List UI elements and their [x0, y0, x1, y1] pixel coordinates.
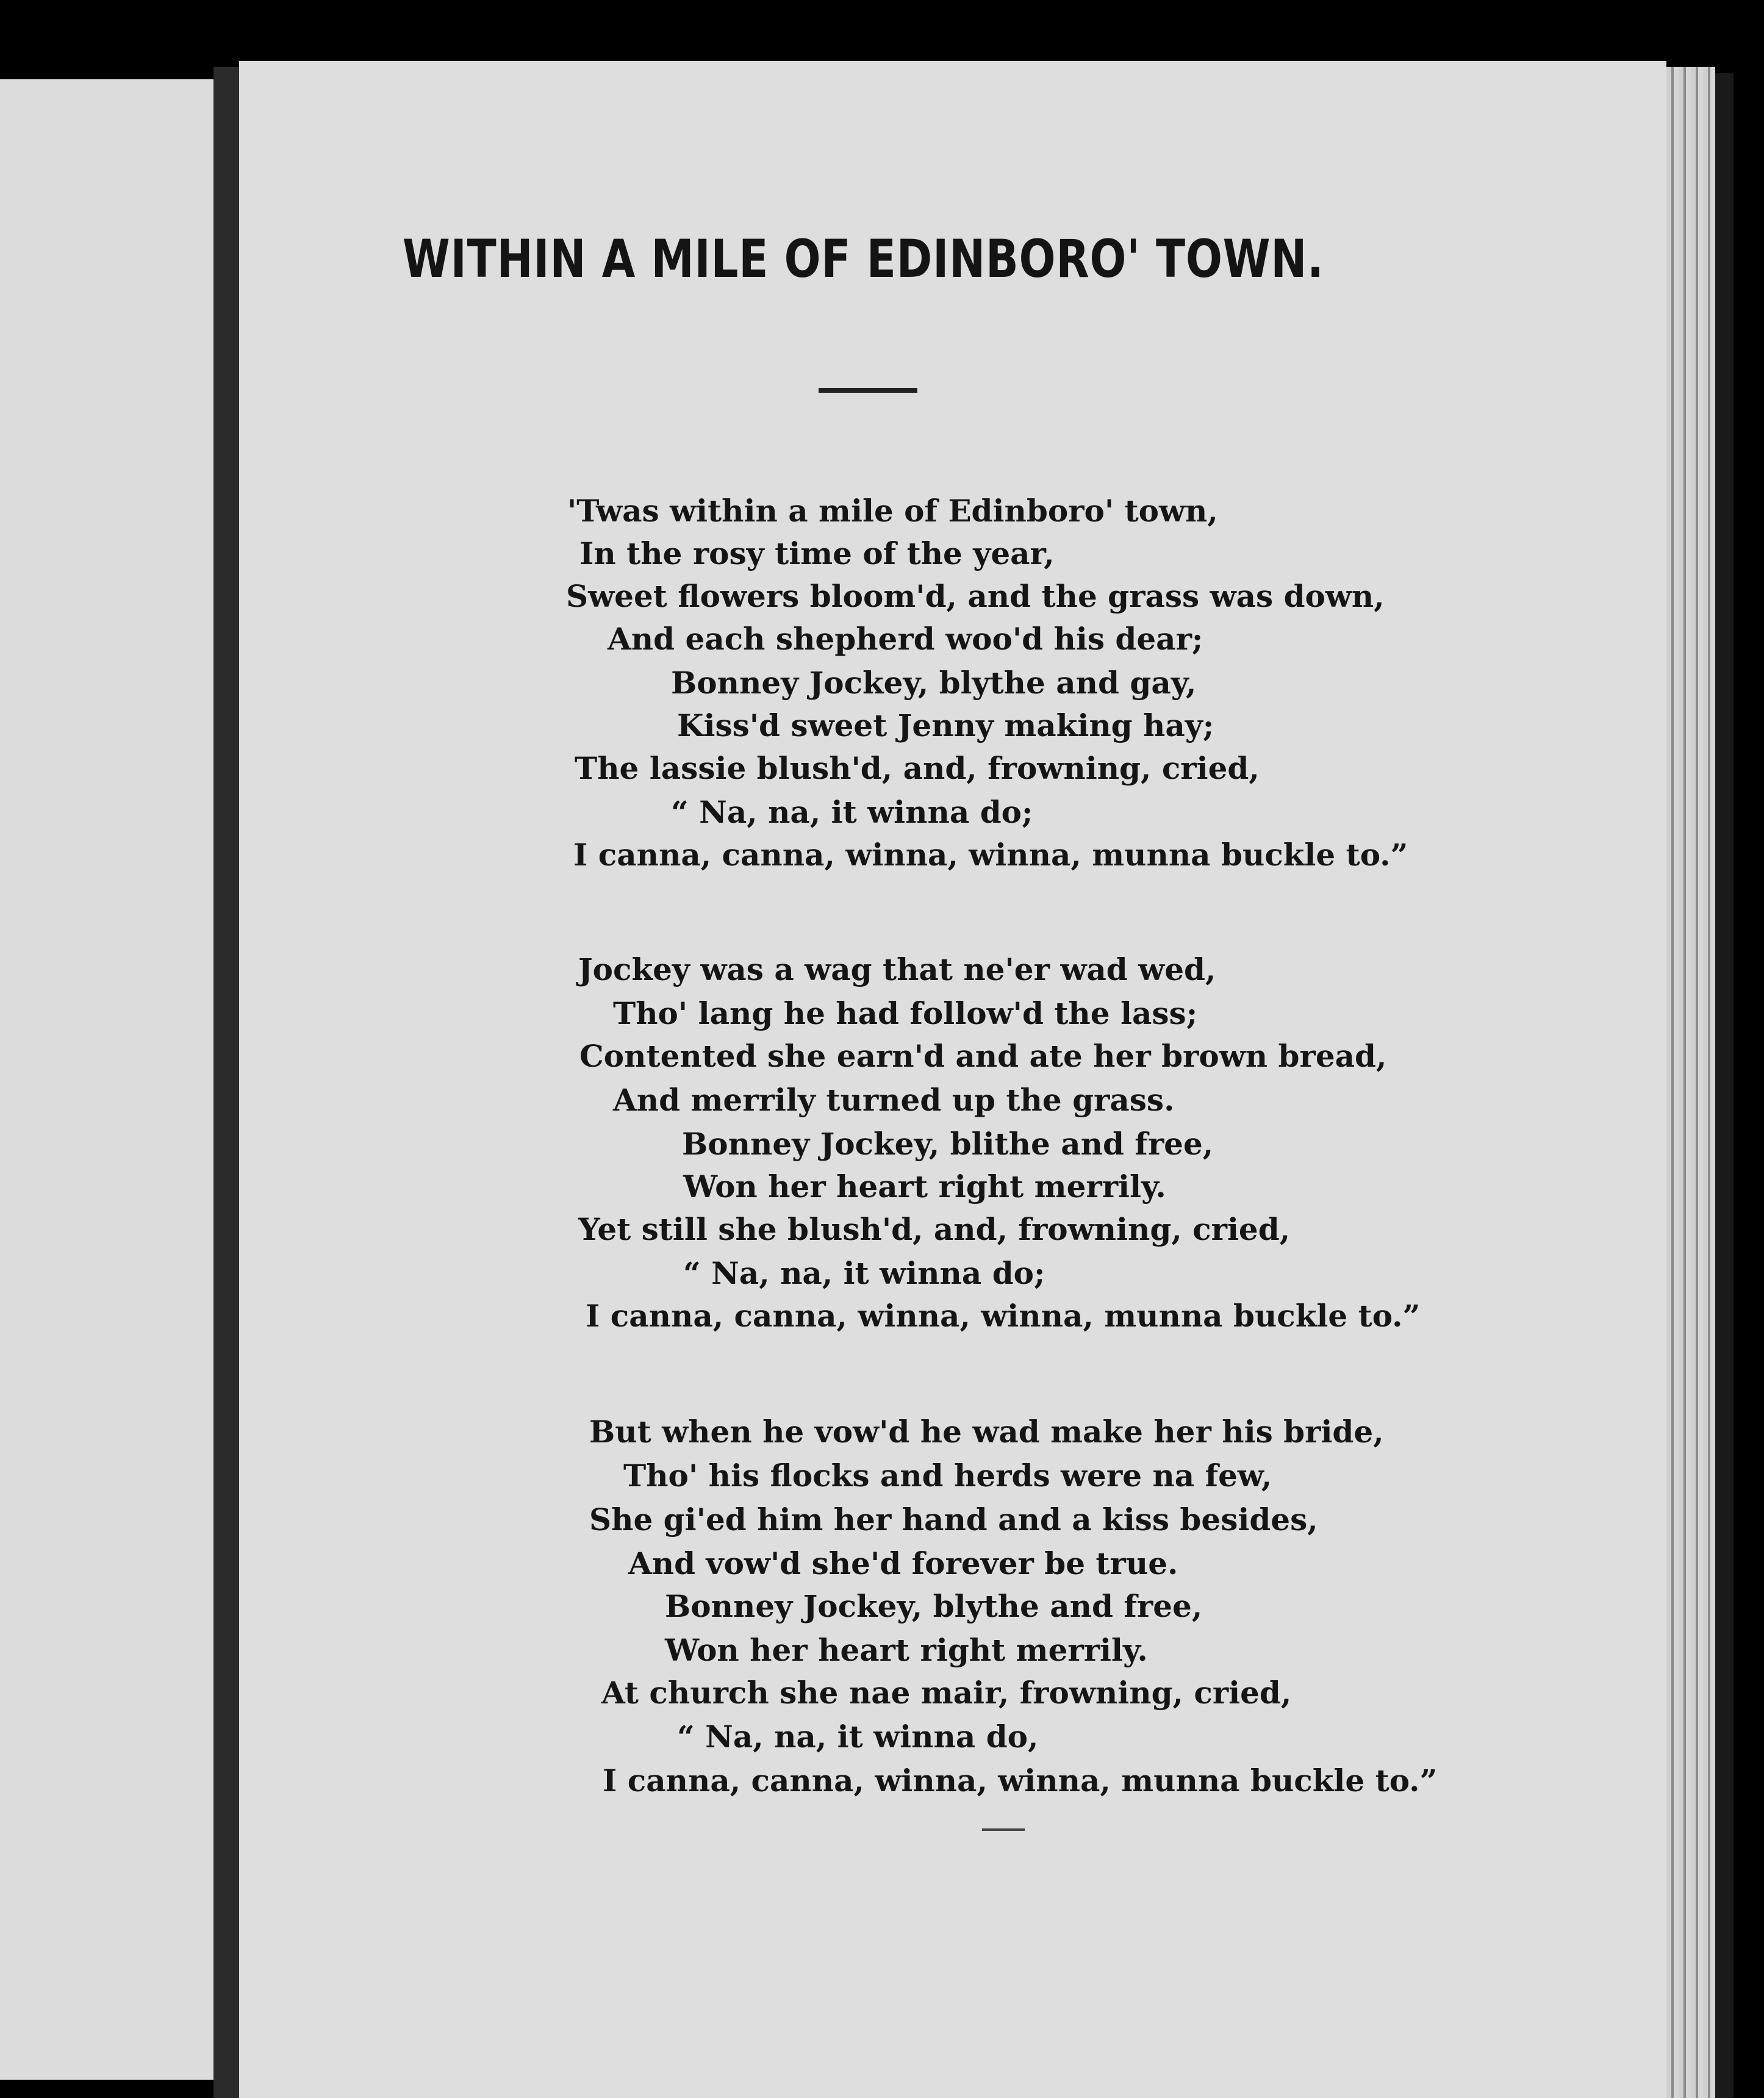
verse-line: Won her heart right merrily. — [665, 1632, 1148, 1668]
verse-line: The lassie blush'd, and, frowning, cried, — [575, 750, 1260, 786]
verse-line: And merrily turned up the grass. — [613, 1082, 1175, 1118]
verse-line: “ Na, na, it winna do; — [671, 794, 1033, 830]
song-title: WITHIN A MILE OF EDINBORO' TOWN. — [403, 229, 1324, 290]
book-spine — [213, 67, 239, 2098]
verse-line: I canna, canna, winna, winna, munna buckle to.” — [603, 1763, 1438, 1799]
verse-line: Jockey was a wag that ne'er wad wed, — [578, 951, 1216, 987]
verse-line: And each shepherd woo'd his dear; — [608, 621, 1203, 657]
verse-line: Yet still she blush'd, and, frowning, cried, — [578, 1211, 1291, 1247]
page-edge-shadow — [1715, 73, 1734, 2098]
verse-line: Tho' his flocks and herds were na few, — [623, 1458, 1272, 1494]
verse-line: I canna, canna, winna, winna, munna buckle to.” — [586, 1298, 1421, 1334]
left-facing-page — [0, 79, 213, 2080]
verse-line: She gi'ed him her hand and a kiss besides, — [589, 1502, 1318, 1538]
verse-line: Kiss'd sweet Jenny making hay; — [677, 707, 1214, 743]
verse-line: At church she nae mair, frowning, cried, — [601, 1675, 1292, 1711]
page-edges — [1666, 67, 1715, 2098]
verse-line: Bonney Jockey, blythe and free, — [665, 1588, 1203, 1624]
verse-line: Contented she earn'd and ate her brown bread, — [579, 1038, 1387, 1074]
verse-line: Sweet flowers bloom'd, and the grass was down, — [566, 578, 1385, 614]
verse-line: And vow'd she'd forever be true. — [628, 1545, 1178, 1581]
verse-line: Tho' lang he had follow'd the lass; — [613, 995, 1198, 1031]
verse-line: “ Na, na, it winna do; — [683, 1255, 1045, 1291]
bottom-rule — [982, 1828, 1025, 1831]
verse-line: 'Twas within a mile of Edinboro' town, — [567, 493, 1218, 529]
verse-line: Bonney Jockey, blythe and gay, — [671, 665, 1197, 701]
verse-line: Won her heart right merrily. — [683, 1169, 1166, 1205]
verse-line: “ Na, na, it winna do, — [677, 1719, 1039, 1755]
verse-line: In the rosy time of the year, — [579, 535, 1055, 571]
verse-line: Bonney Jockey, blithe and free, — [682, 1126, 1214, 1162]
verse-line: I canna, canna, winna, winna, munna buckle to.” — [573, 837, 1408, 873]
verse-line: But when he vow'd he wad make her his bride, — [589, 1414, 1384, 1450]
title-rule — [819, 388, 917, 393]
